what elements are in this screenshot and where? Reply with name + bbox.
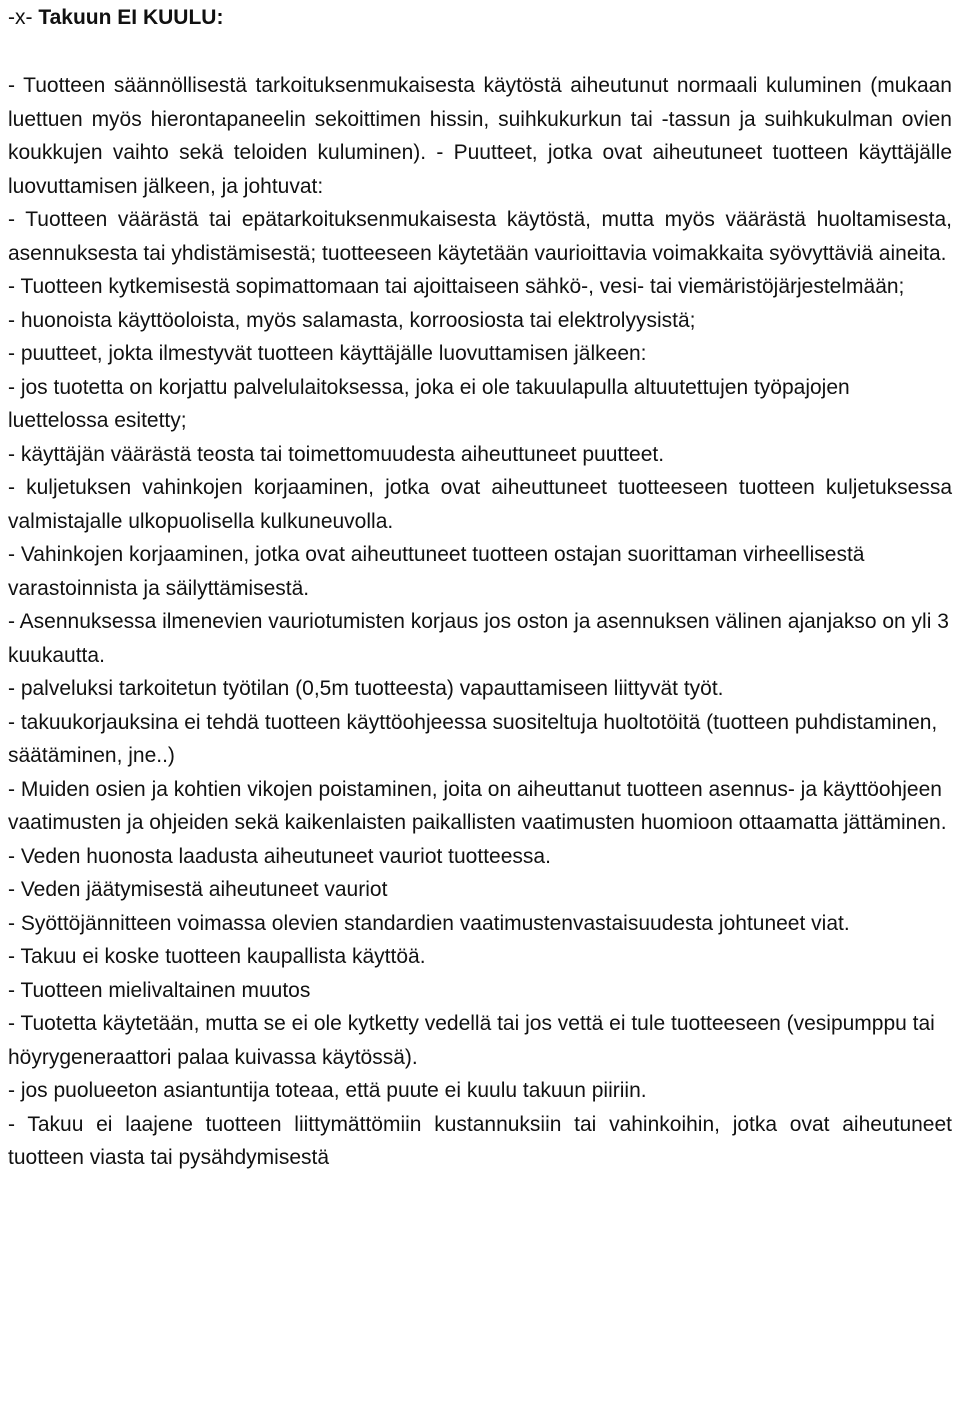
heading-title: Takuun EI KUULU: bbox=[38, 6, 224, 29]
paragraph-maintenance-tasks: - takuukorjauksina ei tehdä tuotteen käyttöohjeessa suositeltuja huoltotöitä (tuotteen puhdistaminen, säätäminen, jne..) bbox=[8, 710, 938, 767]
paragraph-user-fault: - käyttäjän väärästä teosta tai toimettomuudesta aiheuttuneet puutteet. bbox=[8, 442, 665, 466]
paragraph-normal-wear: - Tuotteen säännöllisestä tarkoituksenmukaisesta käytöstä aiheutunut normaali kuluminen (mukaan luettuen myös hierontapaneelin sekoittimen hissin, suihkukurkun tai -tassun ja suihkukulman ovien koukkujen vaihto sekä teloiden kuluminen). - Puutteet, jotka ovat aiheutuneet tuotteen käyttäjälle luovuttamisen jälkeen, ja johtuvat: bbox=[8, 74, 952, 198]
paragraph-poor-conditions: - huonoista käyttöoloista, myös salamasta, korroosiosta tai elektrolyysistä; bbox=[8, 308, 696, 332]
section-heading bbox=[8, 0, 952, 36]
paragraph-storage-damage: - Vahinkojen korjaaminen, jotka ovat aiheuttuneet tuotteen ostajan suorittaman virheellisestä varastoinnista ja säilyttämisestä. bbox=[8, 543, 865, 600]
exclusions-list bbox=[8, 69, 952, 1175]
paragraph-installation-damage: - Asennuksessa ilmenevien vauriotumisten korjaus jos oston ja asennuksen välinen ajanjakso on yli 3 kuukautta. bbox=[8, 610, 949, 667]
paragraph-unauthorized-repair: - jos tuotetta on korjattu palvelulaitoksessa, joka ei ole takuulapulla altuutettujen työpajojen luettelossa esitetty; bbox=[8, 375, 850, 432]
paragraph-water-freezing: - Veden jäätymisestä aiheutuneet vauriot bbox=[8, 878, 388, 901]
paragraph-commercial-use: - Takuu ei koske tuotteen kaupallista käyttöä. bbox=[8, 945, 426, 968]
paragraph-transport-damage: - kuljetuksen vahinkojen korjaaminen, jotka ovat aiheuttuneet tuotteeseen tuotteen kuljetuksessa valmistajalle ulkopuolisella kulkuneuvolla. bbox=[8, 476, 952, 533]
paragraph-dry-running: - Tuotetta käytetään, mutta se ei ole kytketty vedellä tai jos vettä ei tule tuotteeseen (vesipumppu tai höyrygeneraattori palaa kuivassa käytössä). bbox=[8, 1012, 935, 1069]
paragraph-expert-opinion: - jos puolueeton asiantuntija toteaa, että puute ei kuulu takuun piiriin. bbox=[8, 1079, 647, 1102]
paragraph-unsuitable-connection: - Tuotteen kytkemisestä sopimattomaan tai ajoittaiseen sähkö-, vesi- tai viemäristöjärjestelmään; bbox=[8, 275, 905, 298]
paragraph-arbitrary-modification: - Tuotteen mielivaltainen muutos bbox=[8, 978, 311, 1002]
paragraph-indirect-costs: - Takuu ei laajene tuotteen liittymättömiin kustannuksiin tai vahinkoihin, jotka ovat aiheutuneet tuotteen viasta tai pysähdymisestä bbox=[8, 1112, 952, 1169]
paragraph-instructions-ignored: - Muiden osien ja kohtien vikojen poistaminen, joita on aiheuttanut tuotteen asennus- ja käyttöohjeen vaatimusten ja ohjeiden sekä kaikenlaisten paikallisten vaatimusten huomioon ottaamatta jättäminen. bbox=[8, 777, 947, 834]
paragraph-supply-voltage: - Syöttöjännitteen voimassa olevien standardien vaatimustenvastaisuudesta johtuneet viat. bbox=[8, 911, 850, 935]
paragraph-defects-after-handover: - puutteet, jokta ilmestyvät tuotteen käyttäjälle luovuttamisen jälkeen: bbox=[8, 342, 647, 365]
blank-line bbox=[8, 36, 952, 69]
paragraph-workspace-clearance: - palveluksi tarkoitetun työtilan (0,5m tuotteesta) vapauttamiseen liittyvät työt. bbox=[8, 677, 724, 700]
paragraph-water-quality: - Veden huonosta laadusta aiheutuneet vauriot tuotteessa. bbox=[8, 844, 551, 868]
heading-prefix: -x- bbox=[8, 6, 33, 29]
paragraph-incorrect-use: - Tuotteen väärästä tai epätarkoituksenmukaisesta käytöstä, mutta myös väärästä huoltamisesta, asennuksesta tai yhdistämisestä; tuotteeseen käytetään vaurioittavia voimakkaita syövyttäviä aineita. bbox=[8, 208, 952, 265]
